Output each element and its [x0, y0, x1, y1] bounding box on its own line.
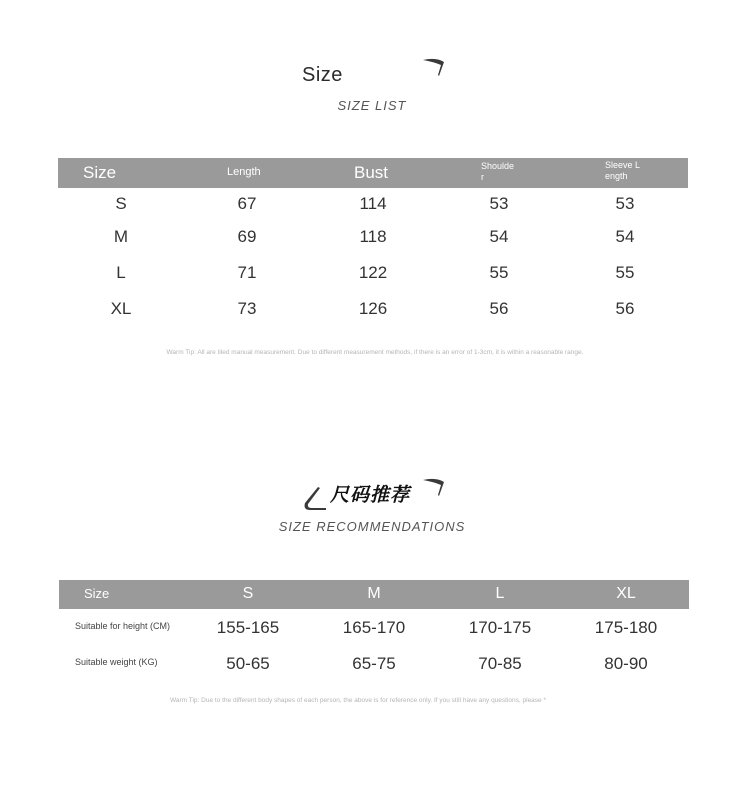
header-bust: Bust — [354, 163, 389, 182]
header-xl: XL — [616, 585, 636, 602]
cell: 175-180 — [594, 618, 658, 637]
cell: 70-85 — [478, 654, 522, 673]
recommendations-title: 尺码推荐 — [330, 485, 411, 506]
swoosh-icon — [420, 56, 446, 80]
header-size: Size — [84, 586, 110, 601]
cell: 73 — [237, 299, 257, 318]
cell: 54 — [615, 227, 635, 246]
cell: M — [113, 227, 129, 246]
cell: 50-65 — [226, 654, 270, 673]
cell: 165-170 — [342, 618, 406, 637]
header-l: L — [495, 585, 505, 602]
header-s: S — [242, 585, 254, 602]
recommendations-subtitle: SIZE RECOMMENDATIONS — [278, 519, 466, 534]
cell: 56 — [489, 299, 509, 318]
header-m: M — [367, 585, 381, 602]
cell: 53 — [489, 194, 509, 213]
size-list-subtitle: SIZE LIST — [337, 98, 407, 113]
cell: 67 — [237, 194, 257, 213]
cell: 55 — [489, 263, 509, 282]
cell: 69 — [237, 227, 257, 246]
cell: L — [116, 263, 126, 282]
cell: 170-175 — [468, 618, 532, 637]
header-shoulder: Shoulde r — [481, 161, 515, 182]
cell: 80-90 — [604, 654, 648, 673]
cell: S — [115, 194, 127, 213]
cell: XL — [110, 299, 132, 318]
cell: 65-75 — [352, 654, 396, 673]
swoosh-icon — [420, 476, 446, 500]
cell: 54 — [489, 227, 509, 246]
header-sleeve-length: Sleeve L ength — [605, 160, 641, 181]
row-label-height: Suitable for height (CM) — [75, 621, 171, 631]
cell: 71 — [237, 263, 257, 282]
warm-tip-reference: Warm Tip: Due to the different body shapes of each person, the above is for reference only. If you still have any questions, please * — [169, 697, 546, 704]
cell: 55 — [615, 263, 635, 282]
row-label-weight: Suitable weight (KG) — [75, 657, 158, 667]
size-table-header — [58, 158, 688, 188]
cell: 56 — [615, 299, 635, 318]
cell: 118 — [359, 227, 387, 246]
recommend-table-header — [59, 580, 689, 609]
cell: 155-165 — [216, 618, 280, 637]
cell: 114 — [359, 194, 387, 213]
size-list-title: Size — [302, 64, 343, 86]
bracket-left-icon — [302, 486, 328, 512]
cell: 53 — [615, 194, 635, 213]
cell: 122 — [358, 263, 388, 282]
header-size: Size — [83, 163, 117, 182]
warm-tip-measurement: Warm Tip: All are tiled manual measurement. Due to different measurement methods, if there is an error of 1-3cm, it is within a reasonable range. — [166, 349, 584, 356]
cell: 126 — [358, 299, 388, 318]
header-length: Length — [227, 166, 261, 178]
